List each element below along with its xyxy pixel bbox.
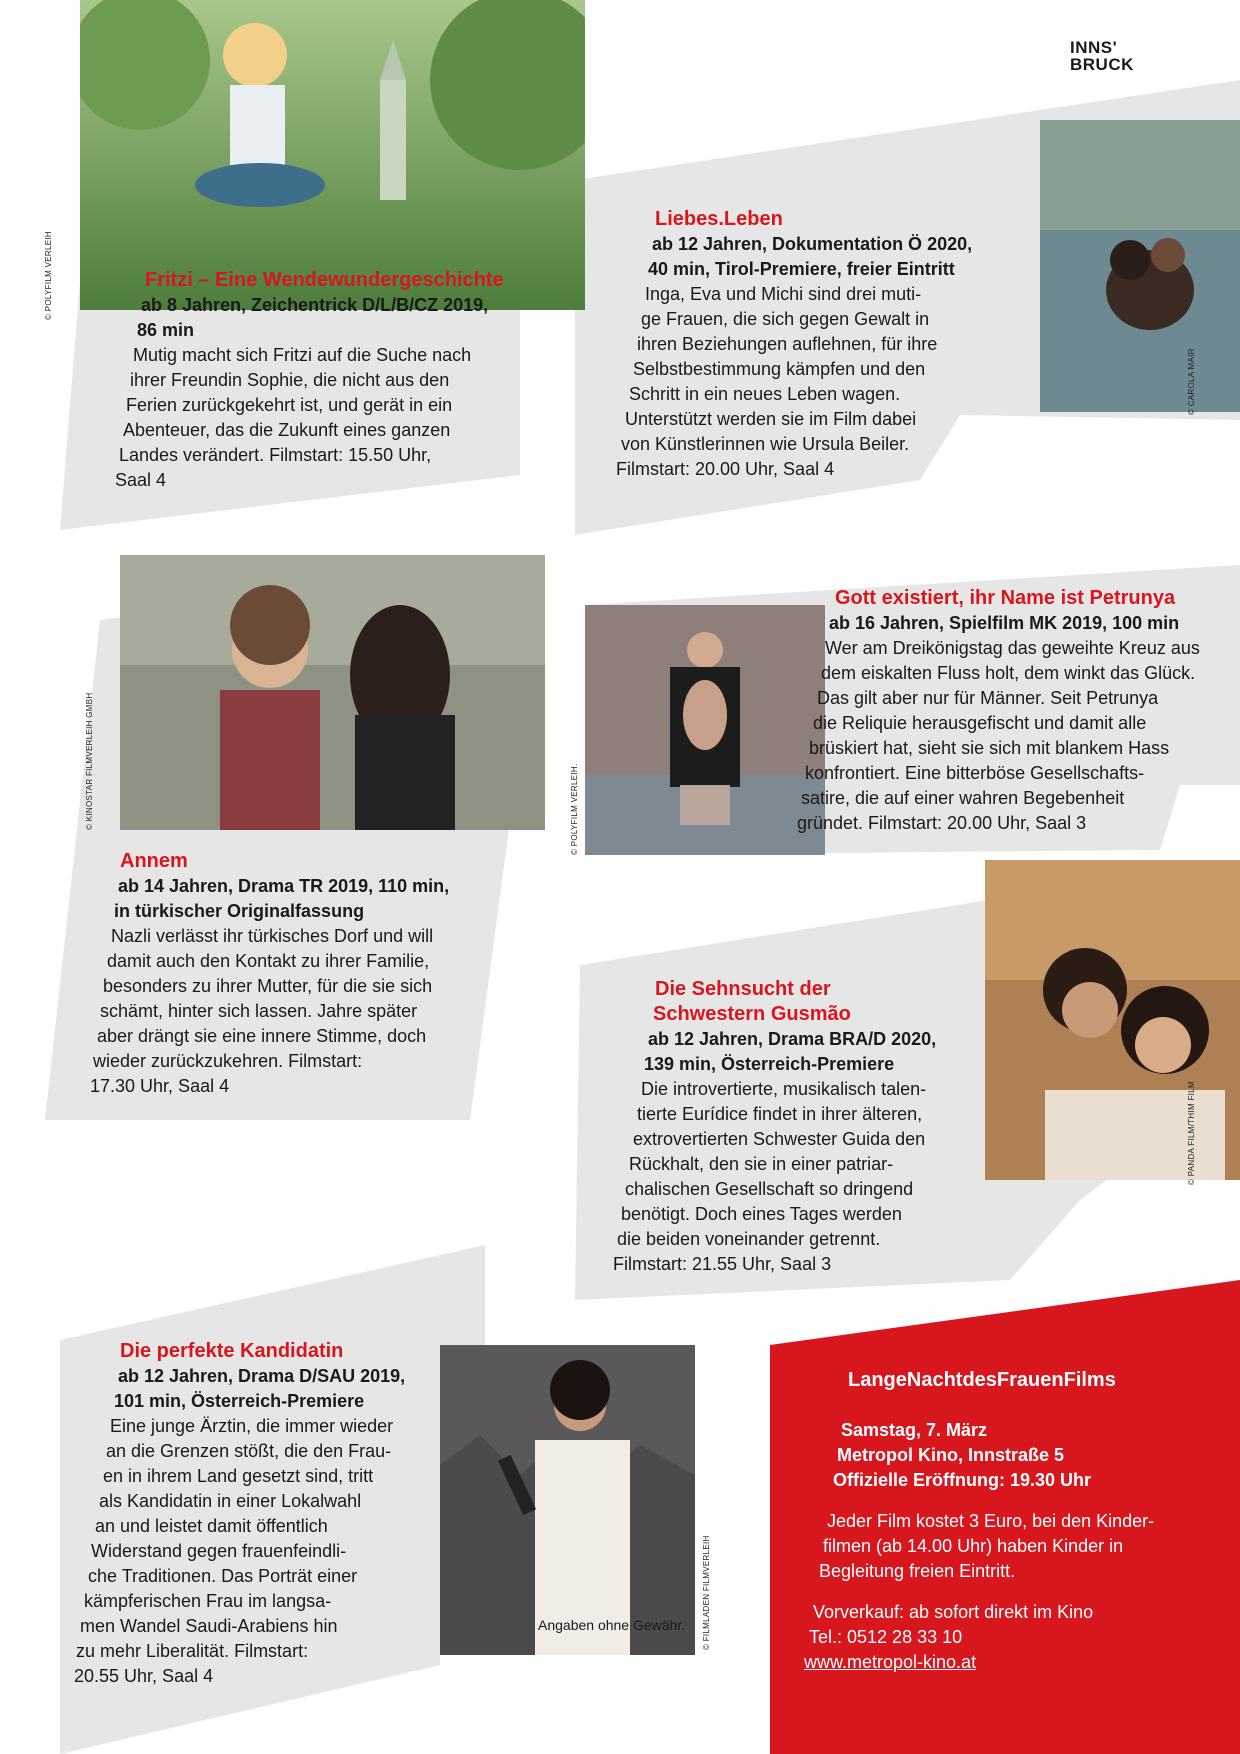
film-kandidatin xyxy=(74,1339,405,1689)
promo-opening: Offizielle Eröffnung: 19.30 Uhr xyxy=(833,1470,1092,1490)
film-description: Die introvertierte, musikalisch talen- tierte Eurídice findet in ihrer älteren, extrovertierten Schwester Guida den Rückhalt, den sie in einer patriar- chalischen Gesellschaft so dringend benötigt. Doch eines Tages werden die beiden voneinander getrennt. Filmstart: 21.55 Uhr, Saal 3 xyxy=(613,1079,927,1274)
film-liebes-leben xyxy=(612,207,972,482)
film-title: Gott existiert, ihr Name ist Petrunya xyxy=(835,587,1176,609)
promo-presale: Vorverkauf: ab sofort direkt im Kino xyxy=(813,1602,1094,1622)
promo-title: LangeNachtdesFrauenFilms xyxy=(848,1369,1116,1391)
credit-annem: © KINOSTAR FILMVERLEIH GMBH xyxy=(85,692,94,830)
film-meta: ab 14 Jahren, Drama TR 2019, 110 min, in türkischer Originalfassung xyxy=(114,876,450,921)
credit-kandidatin: © FILMLADEN FILMVERLEIH xyxy=(702,1535,711,1650)
promo-phone: Tel.: 0512 28 33 10 xyxy=(809,1627,963,1647)
photo-annem xyxy=(120,555,545,830)
credit-petrunya: © POLYFILM VERLEIH. xyxy=(570,763,579,855)
film-title: Liebes.Leben xyxy=(655,208,783,230)
promo-website-link[interactable]: www.metropol-kino.at xyxy=(804,1652,977,1672)
film-meta: ab 12 Jahren, Drama BRA/D 2020, 139 min, Österreich-Premiere xyxy=(644,1029,937,1074)
film-annem xyxy=(90,849,449,1099)
film-meta: ab 8 Jahren, Zeichentrick D/L/B/CZ 2019, 86 min xyxy=(137,295,489,340)
promo-info xyxy=(800,1368,1154,1675)
film-description: Nazli verlässt ihr türkisches Dorf und will damit auch den Kontakt zu ihrer Familie, besonders zu ihrer Mutter, für die sie sich schämt, hinter sich lassen. Jahre später aber drängt sie eine innere Stimme, doch wieder zurückzukehren. Filmstart: 17.30 Uhr, Saal 4 xyxy=(90,926,434,1096)
film-title: Die Sehnsucht der Schwestern Gusmão xyxy=(653,978,851,1025)
film-description: Inga, Eva und Michi sind drei muti- ge Frauen, die sich gegen Gewalt in ihren Beziehungen auflehnen, für ihre Selbstbestimmung kämpfen und den Schritt in ein neues Leben wagen. Unterstützt werden sie im Film dabei von Künstlerinnen wie Ursula Beiler. Filmstart: 20.00 Uhr, Saal 4 xyxy=(616,284,938,479)
film-description: Eine junge Ärztin, die immer wieder an die Grenzen stößt, die den Frau- en in ihrem Land gesetzt sind, tritt als Kandidatin in einer Lokalwahl an und leistet damit öffentlich Widerstand gegen frauenfeindli- che Traditionen. Das Porträt einer kämpferischen Frau im langsa- men Wandel Saudi-Arabiens hin zu mehr Liberalität. Filmstart: 20.55 Uhr, Saal 4 xyxy=(74,1416,394,1686)
film-meta: ab 12 Jahren, Dokumentation Ö 2020, 40 min, Tirol-Premiere, freier Eintritt xyxy=(648,234,973,279)
logo-line1: INNS' xyxy=(1070,38,1118,57)
promo-date: Samstag, 7. März xyxy=(841,1420,988,1440)
photo-fritzi xyxy=(80,0,585,310)
photo-liebes-leben xyxy=(1040,120,1240,412)
film-petrunya xyxy=(795,586,1200,836)
credit-liebes-leben: © CAROLA MAIR xyxy=(1187,348,1196,415)
film-description: Mutig macht sich Fritzi auf die Suche nach ihrer Freundin Sophie, die nicht aus den Ferien zurückgekehrt ist, und gerät in ein Abenteuer, das die Zukunft eines ganzen Landes verändert. Filmstart: 15.50 Uhr, Saal 4 xyxy=(115,345,472,490)
film-gusmao xyxy=(612,977,936,1277)
film-description: Wer am Dreikönigstag das geweihte Kreuz aus dem eiskalten Fluss holt, dem winkt das Glück. Das gilt aber nur für Männer. Seit Petrunya die Reliquie herausgefischt und damit alle brüskiert hat, sieht sie sich mit blankem Hass konfrontiert. Eine bitterböse Gesellschafts- satire, die auf einer wahren Begebenheit gründet. Filmstart: 20.00 Uhr, Saal 3 xyxy=(797,638,1200,833)
film-title: Die perfekte Kandidatin xyxy=(120,1340,344,1362)
promo-venue: Metropol Kino, Innstraße 5 xyxy=(837,1445,1065,1465)
film-meta: ab 16 Jahren, Spielfilm MK 2019, 100 min xyxy=(829,613,1180,633)
credit-gusmao: © PANDA FILM/THIM FILM xyxy=(1187,1081,1196,1185)
credit-fritzi: © POLYFILM VERLEIH xyxy=(44,231,53,320)
photo-petrunya xyxy=(585,605,825,855)
film-title: Annem xyxy=(120,850,188,872)
film-title: Fritzi – Eine Wendewundergeschichte xyxy=(145,269,504,291)
film-fritzi xyxy=(113,268,504,493)
photo-gusmao xyxy=(985,860,1240,1180)
logo-line2: BRUCK xyxy=(1070,55,1134,74)
film-meta: ab 12 Jahren, Drama D/SAU 2019, 101 min, Österreich-Premiere xyxy=(114,1366,406,1411)
disclaimer: Angaben ohne Gewähr. xyxy=(538,1617,686,1633)
photo-kandidatin xyxy=(440,1345,695,1655)
promo-price: Jeder Film kostet 3 Euro, bei den Kinder- filmen (ab 14.00 Uhr) haben Kinder in Begleitung freien Eintritt. xyxy=(819,1511,1155,1581)
